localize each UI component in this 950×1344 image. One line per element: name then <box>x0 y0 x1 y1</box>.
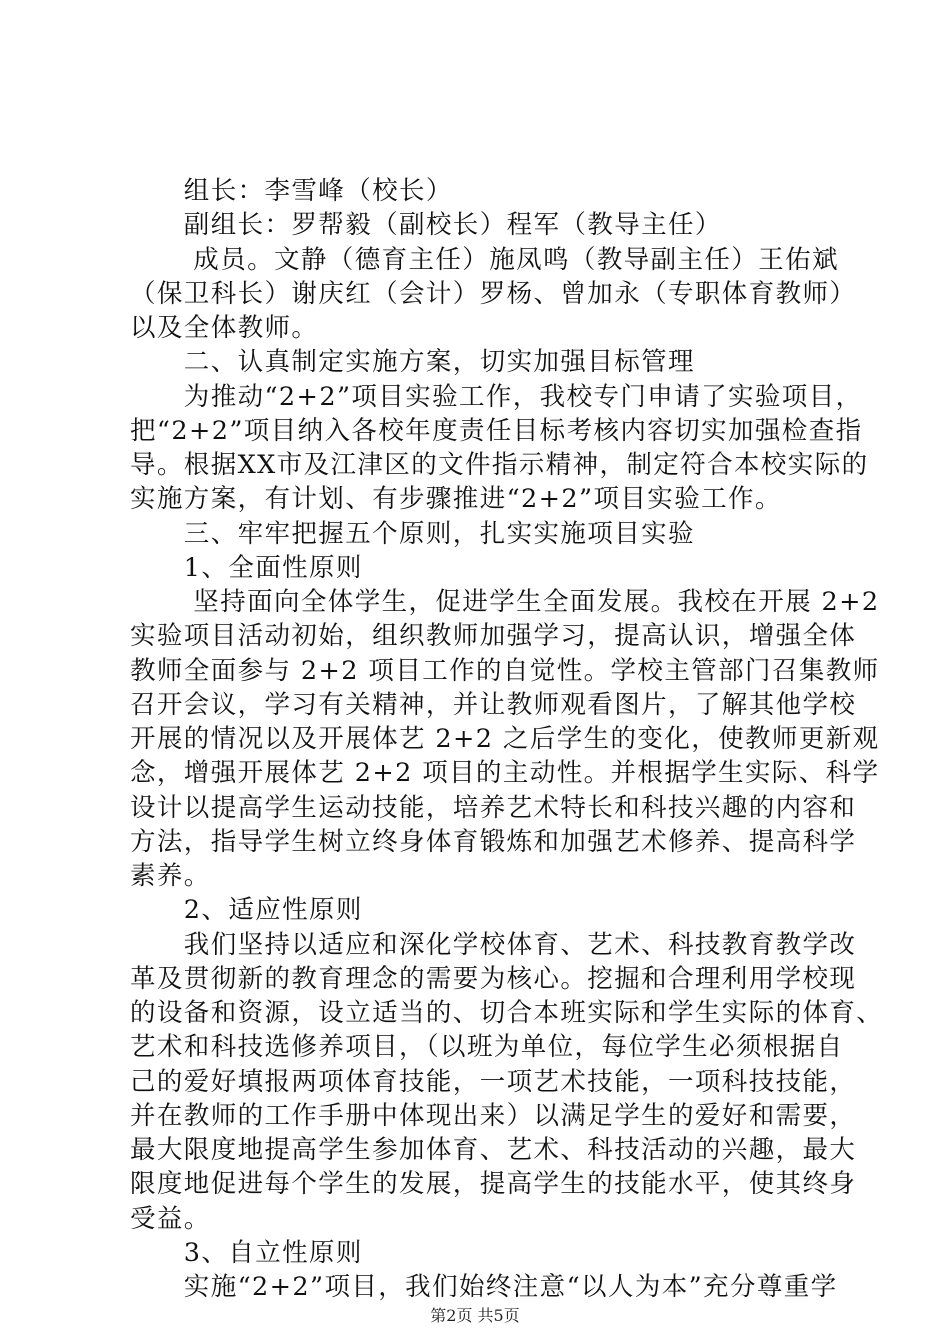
text-line: 限度地促进每个学生的发展，提高学生的技能水平，使其终身 <box>130 1169 857 1200</box>
text-line: 己的爱好填报两项体育技能，一项艺术技能，一项科技技能， <box>130 1066 857 1097</box>
text-line: 实施“2+2”项目，我们始终注意“以人为本”充分尊重学 <box>130 1272 838 1302</box>
text-line: 3、自立性原则 <box>130 1237 363 1268</box>
text-line: 实验项目活动初始，组织教师加强学习，提高认识，增强全体 <box>130 621 857 652</box>
text-line: 召开会议，学习有关精神，并让教师观看图片，了解其他学校 <box>130 689 857 720</box>
text-line: 导。根据XX市及江津区的文件指示精神，制定符合本校实际的 <box>130 450 869 480</box>
text-line: 二、认真制定实施方案，切实加强目标管理 <box>130 347 695 378</box>
text-line: （保卫科长）谢庆红（会计）罗杨、曾加永（专职体育教师） <box>130 278 857 309</box>
text-line: 革及贯彻新的教育理念的需要为核心。挖掘和合理利用学校现 <box>130 963 857 994</box>
text-line: 副组长：罗帮毅（副校长）程军（教导主任） <box>130 210 722 241</box>
text-line: 为推动“2+2”项目实验工作，我校专门申请了实验项目， <box>130 381 863 412</box>
text-line: 以及全体教师。 <box>130 313 319 343</box>
text-line: 受益。 <box>130 1203 211 1234</box>
text-line: 三、牢牢把握五个原则，扎实实施项目实验 <box>130 518 695 549</box>
text-line: 最大限度地提高学生参加体育、艺术、科技活动的兴趣，最大 <box>130 1135 857 1165</box>
text-line: 我们坚持以适应和深化学校体育、艺术、科技教育教学改 <box>130 929 857 960</box>
text-line: 坚持面向全体学生，促进学生全面发展。我校在开展 2+2 <box>130 587 880 617</box>
text-line: 实施方案，有计划、有步骤推进“2+2”项目实验工作。 <box>130 484 782 515</box>
text-line: 2、适应性原则 <box>130 895 363 926</box>
page-number-footer: 第2页 共5页 <box>430 1306 520 1325</box>
text-line: 艺术和科技选修养项目，（以班为单位，每位学生必须根据自 <box>130 1032 844 1063</box>
text-line: 方法，指导学生树立终身体育锻炼和加强艺术修养、提高科学 <box>130 826 857 857</box>
text-line: 设计以提高学生运动技能，培养艺术特长和科技兴趣的内容和 <box>130 792 857 823</box>
text-line: 并在教师的工作手册中体现出来）以满足学生的爱好和需要， <box>130 1100 857 1131</box>
text-line: 的设备和资源，设立适当的、切合本班实际和学生实际的体育、 <box>130 998 884 1028</box>
text-line: 把“2+2”项目纳入各校年度责任目标考核内容切实加强检查指 <box>130 415 863 446</box>
text-line: 素养。 <box>130 861 211 891</box>
text-line: 开展的情况以及开展体艺 2+2 之后学生的变化，使教师更新观 <box>130 724 880 754</box>
text-line: 1、全面性原则 <box>130 552 363 583</box>
text-line: 教师全面参与 2+2 项目工作的自觉性。学校主管部门召集教师 <box>130 655 880 686</box>
text-line: 念，增强开展体艺 2+2 项目的主动性。并根据学生实际、科学 <box>130 758 880 789</box>
text-line: 组长：李雪峰（校长） <box>130 176 453 206</box>
text-line: 成员。文静（德育主任）施凤鸣（教导副主任）王佑斌 <box>130 244 839 275</box>
